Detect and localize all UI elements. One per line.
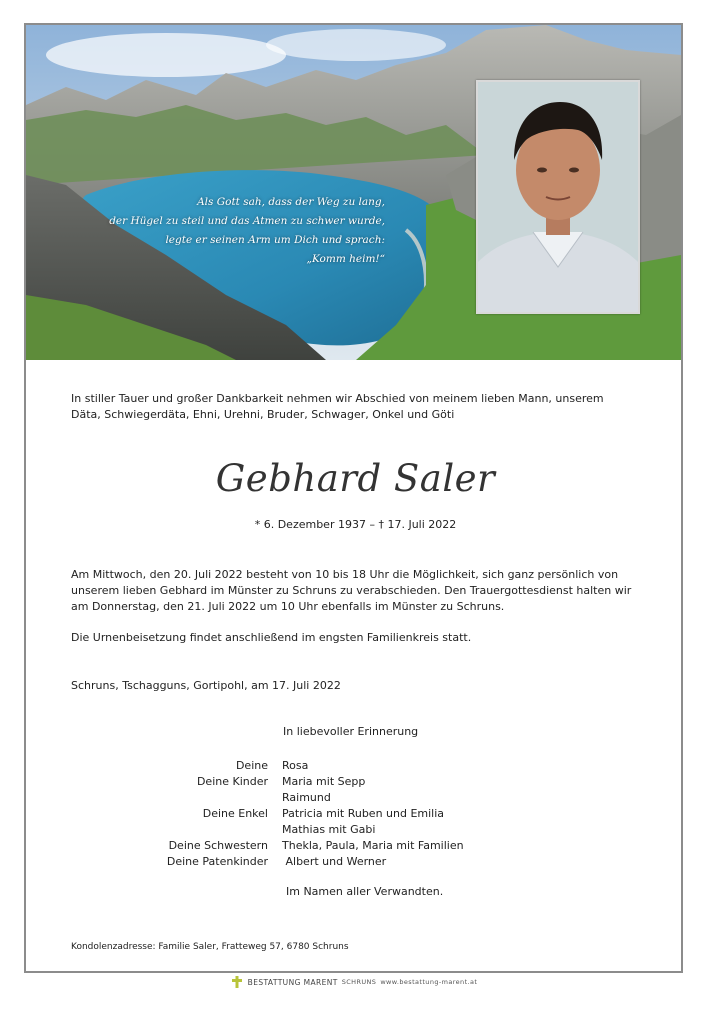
family-label [116, 790, 268, 806]
quote-line: legte er seinen Arm um Dich und sprach: [165, 234, 385, 246]
place-date: Schruns, Tschagguns, Gortipohl, am 17. Juli 2022 [71, 679, 341, 692]
footer-brand: BESTATTUNG MARENT [247, 977, 338, 987]
quote-line: „Komm heim!“ [306, 253, 385, 265]
mountain-lake-image [26, 25, 681, 360]
family-label: Deine Schwestern [168, 839, 268, 852]
family-name: Mathias mit Gabi [282, 823, 376, 836]
portrait-illustration [478, 82, 638, 312]
family-label [116, 822, 268, 838]
family-labels [116, 758, 268, 870]
family-label: Deine [235, 759, 268, 772]
deceased-name: Gebhard Saler [215, 457, 496, 500]
family-name: Patricia mit Ruben und Emilia [282, 807, 445, 820]
family-label: Deine Enkel [202, 807, 268, 820]
funeral-home-footer [0, 975, 707, 989]
family-name: Rosa [282, 759, 309, 772]
footer-town: SCHRUNS [341, 978, 377, 986]
intro-text: In stiller Tauer und großer Dankbarkeit nehmen wir Abschied von meinem lieben Mann, unserem Däta, Schwiegerdäta, Ehni, Urehni, Bruder, Schwager, Onkel und Göti [71, 392, 604, 421]
portrait-photo [476, 80, 640, 314]
quote-line: der Hügel zu steil und das Atmen zu schwer wurde, [109, 215, 385, 227]
condolence-address: Kondolenzadresse: Familie Saler, Fratteweg 57, 6780 Schruns [71, 942, 349, 952]
quote-line: Als Gott sah, dass der Weg zu lang, [197, 196, 385, 208]
urn-paragraph: Die Urnenbeisetzung findet anschließend im engsten Familienkreis statt. [71, 631, 472, 644]
family-name: Albert und Werner [282, 855, 387, 868]
footer-web: www.bestattung-marent.at [380, 978, 478, 986]
closing-line: Im Namen aller Verwandten. [286, 885, 444, 898]
obituary-frame [24, 23, 683, 973]
family-label: Deine Kinder [196, 775, 268, 788]
family-name: Maria mit Sepp [282, 775, 366, 788]
memory-heading: In liebevoller Erinnerung [283, 725, 419, 738]
cross-logo-icon [230, 975, 244, 989]
memorial-quote [55, 193, 385, 269]
farewell-paragraph: Am Mittwoch, den 20. Juli 2022 besteht von 10 bis 18 Uhr die Möglichkeit, sich ganz persönlich von unserem lieben Gebhard im Münster zu Schruns zu verabschieden. Den Trauergottesdienst halten wir am Donnerstag, den 21. Juli 2022 um 10 Uhr ebenfalls im Münster zu Schruns. [71, 568, 632, 613]
life-dates: * 6. Dezember 1937 – † 17. Juli 2022 [254, 518, 457, 531]
family-label: Deine Patenkinder [166, 855, 268, 868]
family-names [282, 758, 582, 870]
family-name: Thekla, Paula, Maria mit Familien [282, 839, 464, 852]
family-name: Raimund [282, 791, 331, 804]
